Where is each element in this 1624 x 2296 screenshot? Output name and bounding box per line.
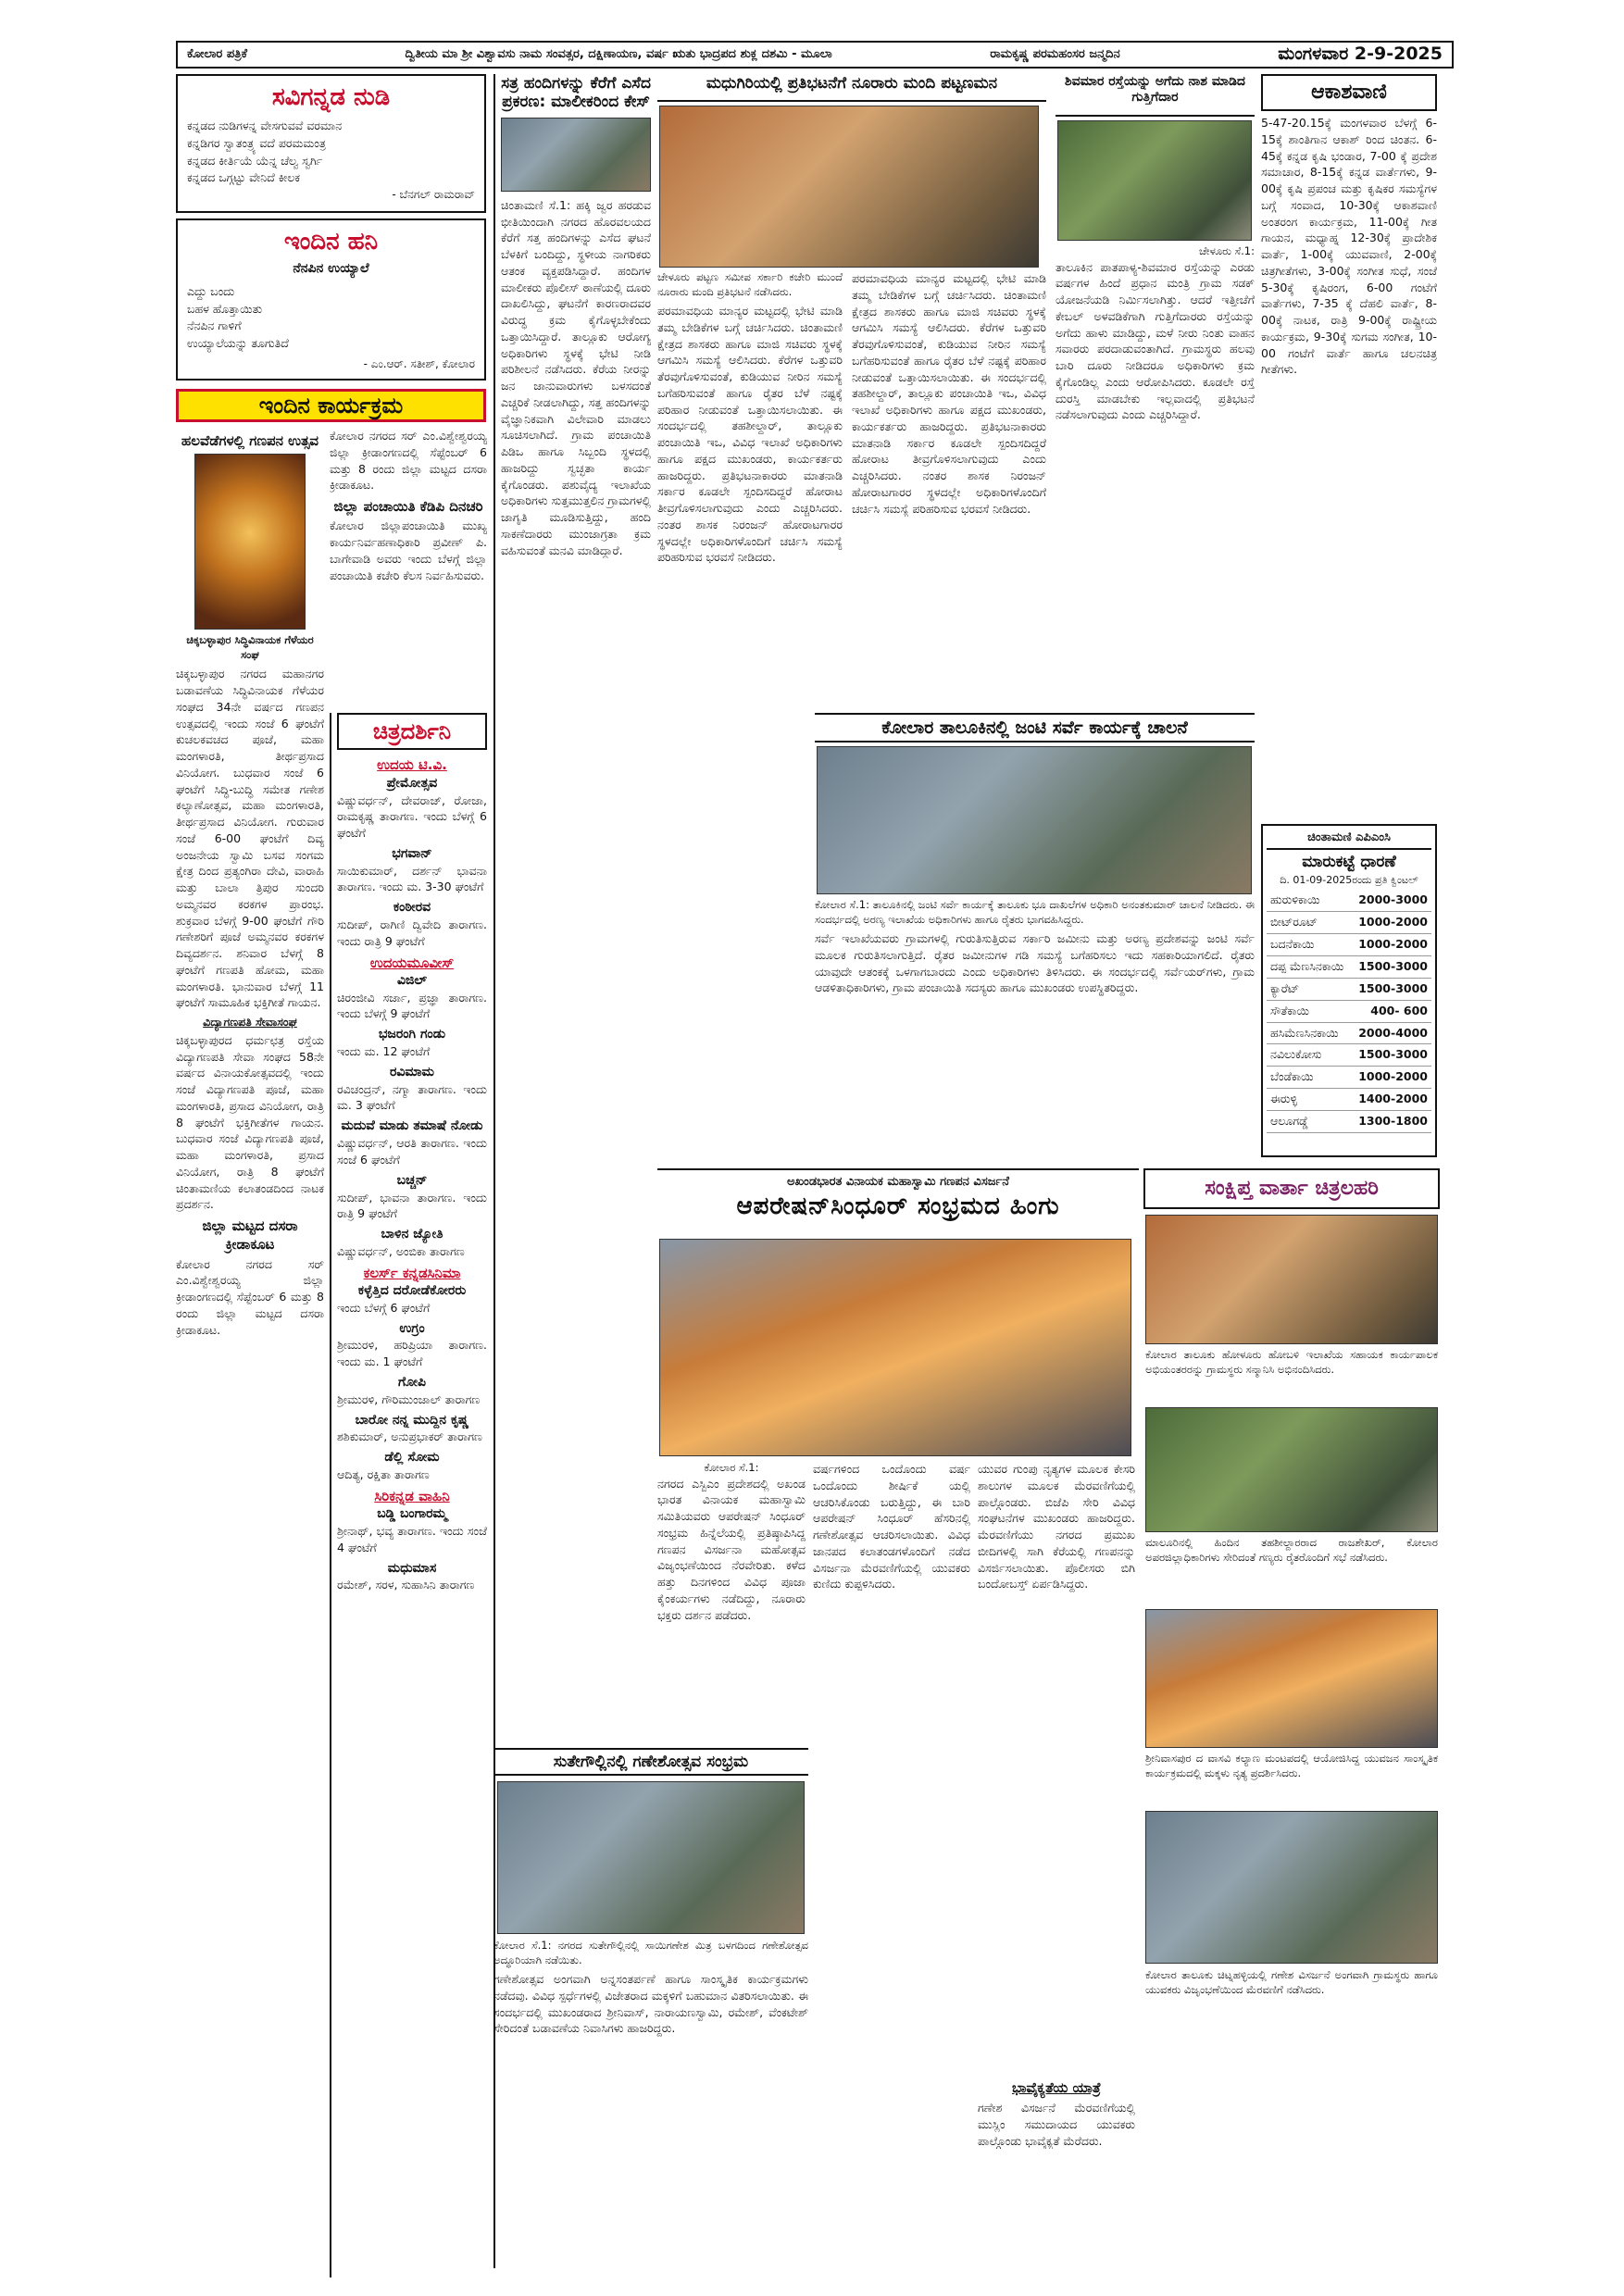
poem-line: ಕನ್ನಡದ ನುಡಿಗಳನ್ನ ವೇಸಗುವವೆ ವರಮಾನ [187,119,343,133]
poem-line: ಉಯ್ಯಾಲೆಯನ್ನು ತೂಗುತಿದೆ [187,336,289,351]
survey-body: ಸರ್ವೆ ಇಲಾಖೆಯವರು ಗ್ರಾಮಗಳಲ್ಲಿ ಗುರುತಿಸುತ್ತಿರುವ ಸರ್ಕಾರಿ ಜಮೀನು ಮತ್ತು ಅರಣ್ಯ ಪ್ರದೇಶವನ್ನು ಜಂಟಿ ಸರ್ವೆ ಮೂಲಕ ಗುರುತಿಸಲಾಗುತ್ತಿದೆ. ರೈತರ ಜಮೀನುಗಳ ಗಡಿ ಸಮಸ್ಯೆ ಬಗೆಹರಿಸಲು ಇದು ಸಹಕಾರಿಯಾಗಲಿದೆ. ರೈತರು ಯಾವುದೇ ಆತಂಕಕ್ಕೆ ಒಳಗಾಗಬಾರದು ಎಂದು ಅಧಿಕಾರಿಗಳು ತಿಳಿಸಿದರು. ಈ ಸಂದರ್ಭದಲ್ಲಿ ಸರ್ವೆಯರ್‌ಗಳು, ಗ್ರಾಮ ಆಡಳಿತಾಧಿಕಾರಿಗಳು, ಗ್ರಾಮ ಪಂಚಾಯಿತಿ ಸದಸ್ಯರು ಹಾಗೂ ಮುಖಂಡರು ಉಪಸ್ಥಿತರಿದ್ದರು. [815,931,1255,995]
market-price: 1000-2000 [1351,1067,1431,1089]
poem-line: ಕನ್ನಡದ ಒಗ್ಗಟ್ಟು ವೇನಿದೆ ಕೀಲಕ [187,170,300,185]
film-item [337,1282,487,1316]
film-desc: ರಮೇಶ್, ಸರಳ, ಸುಹಾಸಿನಿ ತಾರಾಗಣ [337,1578,475,1592]
market-item: ಸೌತೆಕಾಯಿ [1267,1000,1351,1022]
film-title: ಕಳ್ಳೆತ್ತಿದ ದರೋಡೆಕೋರರು [357,1282,467,1298]
film-title: ಭಗವಾನ್ [392,845,432,861]
shivamarga-headline: ಶಿವಮಾರ ರಸ್ತೆಯನ್ನು ಅಗೆದು ನಾಶ ಮಾಡಿದ ಗುತ್ತಿಗೆದಾರ [1065,74,1245,105]
survey-caption: ಕೋಲಾರ ಸೆ.1: ತಾಲೂಕಿನಲ್ಲಿ ಜಂಟಿ ಸರ್ವೆ ಕಾರ್ಯಕ್ಕೆ ತಾಲೂಕು ಭೂ ದಾಖಲೆಗಳ ಅಧಿಕಾರಿ ಅನಂತಕುಮಾರ್ ಚಾಲನೆ ನೀಡಿದರು. ಈ ಸಂದರ್ಭದಲ್ಲಿ ಅರಣ್ಯ ಇಲಾಖೆಯ ಅಧಿಕಾರಿಗಳು ಹಾಗೂ ರೈತರು ಭಾಗವಹಿಸಿದ್ದರು. [815,898,1255,926]
programs-body1: ಚಿಕ್ಕಬಳ್ಳಾಪುರ ನಗರದ ಮಹಾನಗರ ಬಡಾವಣೆಯ ಸಿದ್ಧಿವಿನಾಯಕ ಗೆಳೆಯರ ಸಂಘದ 34ನೇ ವರ್ಷದ ಗಣಪನ ಉತ್ಸವದಲ್ಲಿ ಇಂದು ಸಂಜೆ 6 ಘಂಟೆಗೆ ಕುಚಲಕವಚದ ಪೂಜೆ, ಮಹಾ ಮಂಗಳಾರತಿ, ತೀರ್ಥಪ್ರಸಾದ ವಿನಿಯೋಗ. ಬುಧವಾರ ಸಂಜೆ 6 ಘಂಟೆಗೆ ಸಿದ್ಧಿ-ಬುದ್ಧಿ ಸಮೇತ ಗಣೇಶ ಕಲ್ಯಾಣೋತ್ಸವ, ಮಹಾ ಮಂಗಳಾರತಿ, ತೀರ್ಥಪ್ರಸಾದ ವಿನಿಯೋಗ. ಗುರುವಾರ ಸಂಜೆ 6-00 ಘಂಟೆಗೆ ದಿವ್ಯ ಅಂಜನೇಯ ಸ್ವಾಮಿ ಬಸವ ಸಂಗಮ ಕ್ಷೇತ್ರ ದಿಂದ ಪ್ರತ್ಯಂಗಿರಾ ದೇವಿ, ವಾರಾಹಿ ಮತ್ತು ಬಾಲಾ ತ್ರಿಪುರ ಸುಂದರಿ ಅಮ್ಮನವರ ಕರಕಗಳ ಪ್ರಾರಂಭ. ಶುಕ್ರವಾರ ಬೆಳಗ್ಗೆ 9-00 ಘಂಟೆಗೆ ಗೌರಿ ಗಣೇಶರಿಗೆ ಪೂಜೆ ಅಮ್ಮನವರ ಕರಕಗಳ ದಿವ್ಯದರ್ಶನ. ಶನಿವಾರ ಬೆಳಗ್ಗೆ 8 ಘಂಟೆಗೆ ಗಣಪತಿ ಹೋಮ, ಮಹಾ ಮಂಗಳಾರತಿ. ಭಾನುವಾರ ಬೆಳಗ್ಗೆ 11 ಘಂಟೆಗೆ ಸಾಮೂಹಿಕ ಭಕ್ತಿಗೀತೆ ಗಾಯನ. [176,667,324,1010]
madhugiri-col2 [852,270,1046,741]
sankshipta-heading: ಸಂಕ್ಷಿಪ್ತ ವಾರ್ತಾ ಚಿತ್ರಲಹರಿ [1205,1177,1379,1201]
market-row [1267,1000,1431,1022]
operation-col3-text: ಯುವರ ಗುಂಪು ನೃತ್ಯಗಳ ಮೂಲಕ ಕೇಸರಿ ಶಾಲುಗಳ ಮೂಲಕ ಮೆರವಣಿಗೆಯಲ್ಲಿ ಪಾಲ್ಗೊಂಡರು. ಬಿಜೆಪಿ ಸೇರಿ ವಿವಿಧ ಸಂಘಟನೆಗಳ ಮುಖಂಡರು ಹಾಜರಿದ್ದರು. ಮೆರವಣಿಗೆಯು ನಗರದ ಪ್ರಮುಖ ಬೀದಿಗಳಲ್ಲಿ ಸಾಗಿ ಕೆರೆಯಲ್ಲಿ ಗಣಪನನ್ನು ವಿಸರ್ಜಿಸಲಾಯಿತು. ಪೊಲೀಸರು ಬಿಗಿ ಬಂದೋಬಸ್ತ್ ಏರ್ಪಡಿಸಿದ್ದರು. [978,1462,1135,1591]
film-desc: ವಿಷ್ಣುವರ್ಧನ್, ಆರತಿ ತಾರಾಗಣ. ಇಂದು ಸಂಜೆ 6 ಘಂಟೆಗೆ [337,1136,487,1167]
operation-headline: ಆಪರೇಷನ್‌ಸಿಂಧೂರ್ ಸಂಭ್ರಮದ ಹಿಂಗು [736,1192,1060,1220]
market-price: 1300-1800 [1351,1111,1431,1133]
bhavaikya-headline: ಭಾವೈಕ್ಯತೆಯ ಯಾತ್ರೆ [1011,2079,1102,2096]
chitradarshini-heading: ಚಿತ್ರದರ್ಶಿನಿ [337,713,487,750]
operation-col1 [657,1461,806,1739]
operation-col1-text: ನಗರದ ಎಸ್ಬಿಎಂ ಪ್ರದೇಶದಲ್ಲಿ ಅಖಂಡ ಭಾರತ ವಿನಾಯಕ ಮಹಾಸ್ವಾಮಿ ಸಮಿತಿಯವರು ಆಪರೇಷನ್ ಸಿಂಧೂರ್ ಸಂಭ್ರಮ ಹಿನ್ನೆಲೆಯಲ್ಲಿ ಪ್ರತಿಷ್ಠಾಪಿಸಿದ್ದ ಗಣಪನ ವಿಸರ್ಜನಾ ಮಹೋತ್ಸವ ವಿಜೃಂಭಣೆಯಿಂದ ನೆರವೇರಿತು. ಕಳೆದ ಹತ್ತು ದಿನಗಳಿಂದ ವಿವಿಧ ಪೂಜಾ ಕೈಂಕರ್ಯಗಳು ನಡೆದಿದ್ದು, ನೂರಾರು ಭಕ್ತರು ದರ್ಶನ ಪಡೆದರು. [657,1476,806,1622]
operation-col2 [813,1461,970,2257]
film-item [337,972,487,1022]
market-price: 1500-3000 [1351,1044,1431,1067]
bhavaikya-body: ಗಣೇಶ ವಿಸರ್ಜನೆ ಮೆರವಣಿಗೆಯಲ್ಲಿ ಮುಸ್ಲಿಂ ಸಮುದಾಯದ ಯುವಕರು ಪಾಲ್ಗೊಂಡು ಭಾವೈಕ್ಯತೆ ಮೆರೆದರು. [978,2101,1135,2148]
market-item: ಆಲೂಗಡ್ಡೆ [1267,1111,1351,1133]
film-item [337,1374,487,1408]
poem-line: ಬಹಳ ಹೊತ್ತಾಯಿತು [187,301,263,316]
akashavani-heading: ಆಕಾಶವಾಣಿ [1311,81,1387,105]
market-item: ಬೆಂಡೆಕಾಯಿ [1267,1067,1351,1089]
market-row [1267,912,1431,934]
market-price: 2000-4000 [1351,1022,1431,1044]
ganesha-idol-image [194,454,306,630]
film-item [337,1117,487,1167]
operation-photo [659,1239,1131,1456]
market-price: 400- 600 [1351,1000,1431,1022]
madhugiri-headline: ಮಧುಗಿರಿಯಲ್ಲಿ ಪ್ರತಿಭಟನೆಗೆ ನೂರಾರು ಮಂದಿ ಪಟ್ಟಣಮನ [706,74,998,93]
poem-line: ನೆನಪಿನ ಗಾಳಿಗೆ [187,318,242,333]
market-row [1267,1089,1431,1111]
programs-sub4: ಜಿಲ್ಲಾ ಪಂಚಾಯಿತಿ ಕೆಡಿಪಿ ದಿನಚರಿ [333,498,483,515]
programs-column-2 [330,428,487,705]
madhugiri-photo [659,106,1039,268]
dasara-text: ಕೋಲಾರ ನಗರದ ಸರ್ ಎಂ.ವಿಶ್ವೇಶ್ವರಯ್ಯ ಜಿಲ್ಲಾ ಕ್ರೀಡಾಂಗಣದಲ್ಲಿ ಸೆಪ್ಟೆಂಬರ್ 6 ಮತ್ತು 8 ರಂದು ಜಿಲ್ಲಾ ಮಟ್ಟದ ದಸರಾ ಕ್ರೀಡಾಕೂಟ. [330,429,487,493]
saviganna-poem [187,118,475,187]
saviganna-box [176,74,486,213]
film-item [337,1172,487,1222]
programs-sub1: ಹಲವೆಡೆಗಳಲ್ಲಿ ಗಣಪನ ಉತ್ಸವ [181,432,319,449]
film-desc: ಸುದೀಪ್, ಭಾವನಾ ತಾರಾಗಣ. ಇಂದು ರಾತ್ರಿ 9 ಘಂಟೆಗೆ [337,1190,487,1221]
film-desc: ಆದಿತ್ಯ, ರಕ್ಷಿತಾ ತಾರಾಗಣ [337,1467,430,1482]
sathra-body: ಚಿಂತಾಮಣಿ ಸೆ.1: ಹಕ್ಕಿ ಜ್ವರ ಹರಡುವ ಭೀತಿಯಿಂದಾಗಿ ನಗರದ ಹೊರವಲಯದ ಕೆರೆಗೆ ಸತ್ತ ಹಂದಿಗಳನ್ನು ಎಸೆದ ಘಟನೆ ಬೆಳಕಿಗೆ ಬಂದಿದ್ದು, ಸ್ಥಳೀಯ ನಾಗರಿಕರು ಆತಂಕ ವ್ಯಕ್ತಪಡಿಸಿದ್ದಾರೆ. ಹಂದಿಗಳ ಮಾಲೀಕರು ಪೊಲೀಸ್ ಠಾಣೆಯಲ್ಲಿ ದೂರು ದಾಖಲಿಸಿದ್ದು, ಘಟನೆಗೆ ಕಾರಣರಾದವರ ವಿರುದ್ಧ ಕ್ರಮ ಕೈಗೊಳ್ಳಬೇಕೆಂದು ಒತ್ತಾಯಿಸಿದ್ದಾರೆ. ತಾಲ್ಲೂಕು ಆರೋಗ್ಯ ಅಧಿಕಾರಿಗಳು ಸ್ಥಳಕ್ಕೆ ಭೇಟಿ ನೀಡಿ ಪರಿಶೀಲನೆ ನಡೆಸಿದರು. ಕೆರೆಯ ನೀರನ್ನು ಜನ ಜಾನುವಾರುಗಳು ಬಳಸದಂತೆ ಎಚ್ಚರಿಕೆ ನೀಡಲಾಗಿದ್ದು, ಸತ್ತ ಹಂದಿಗಳನ್ನು ವೈಜ್ಞಾನಿಕವಾಗಿ ವಿಲೇವಾರಿ ಮಾಡಲು ಸೂಚಿಸಲಾಗಿದೆ. ಗ್ರಾಮ ಪಂಚಾಯಿತಿ ಪಿಡಿಒ ಹಾಗೂ ಸಿಬ್ಬಂದಿ ಸ್ಥಳದಲ್ಲಿ ಹಾಜರಿದ್ದು ಸ್ವಚ್ಛತಾ ಕಾರ್ಯ ಕೈಗೊಂಡರು. ಪಶುವೈದ್ಯ ಇಲಾಖೆಯ ಅಧಿಕಾರಿಗಳು ಸುತ್ತಮುತ್ತಲಿನ ಗ್ರಾಮಗಳಲ್ಲಿ ಜಾಗೃತಿ ಮೂಡಿಸುತ್ತಿದ್ದು, ಹಂದಿ ಸಾಕಣೆದಾರರು ಮುಂಜಾಗ್ರತಾ ಕ್ರಮ ವಹಿಸುವಂತೆ ಮನವಿ ಮಾಡಿದ್ದಾರೆ. [501,197,651,557]
market-price: 1400-2000 [1351,1089,1431,1111]
indina-hani-heading: ಇಂದಿನ ಹನಿ [283,228,379,256]
sankshipta-heading-box [1143,1168,1440,1209]
market-item: ಕ್ಯಾರೆಟ್ [1267,978,1351,1000]
film-title: ಬಾರೋ ನನ್ನ ಮುದ್ದಿನ ಕೃಷ್ಣ [355,1412,469,1428]
film-title: ಬಡ್ಡಿ ಬಂಗಾರಮ್ಮ [377,1506,447,1522]
akashavani-body-wrap [1261,115,1437,818]
operation-kicker: ಅಖಂಡಭಾರತ ವಿನಾಯಕ ಮಹಾಸ್ವಾಮಿ ಗಣಪನ ವಿಸರ್ಜನೆ [787,1175,1009,1189]
market-item: ಹುರುಳಿಕಾಯಿ [1267,890,1351,911]
film-title: ರವಿಮಾಮ [389,1064,434,1079]
survey-text [815,898,1255,1167]
operation-headline-block [657,1168,1139,1233]
film-item [337,1026,487,1060]
film-title: ಬಚ್ಚನ್ [396,1172,428,1188]
hani-author: - ಎಂ.ಆರ್. ಸತೀಶ್, ಕೋಲಾರ [363,356,475,370]
market-item: ಬೀಟ್‌ರೂಟ್ [1267,912,1351,934]
film-title: ಉಗ್ರಂ [399,1320,425,1336]
akashavani-heading-box [1261,74,1437,111]
shivamarga-body-wrap [1056,244,1255,741]
programs-column-1 [176,428,324,2270]
market-price: 2000-3000 [1351,890,1431,911]
programs-sub3: ಜಿಲ್ಲಾ ಮಟ್ಟದ ದಸರಾ ಕ್ರೀಡಾಕೂಟ [202,1217,298,1254]
film-desc: ಸಾಯಿಕುಮಾರ್, ದರ್ಶನ್ ಭಾವನಾ ತಾರಾಗಣ. ಇಂದು ಮ. 3-30 ಘಂಟೆಗೆ [337,863,487,894]
shivamarga-caption: ಚೇಳೂರು ಸೆ.1: [1198,244,1255,257]
channel-udaya-movies: ಉದಯಮೂವೀಸ್ [369,954,455,971]
chitradarshini-column [330,713,487,2277]
akashavani-body: 5-47-20.15ಕ್ಕೆ ಮಂಗಳವಾರ ಬೆಳಗ್ಗೆ 6-15ಕ್ಕೆ ಶಾಂತಿಗಾನ ಆಕಾಶ್ ರಿಂದ ಚಿಂತನ. 6-45ಕ್ಕೆ ಕನ್ನಡ ಕೃಷಿ ಭಂಡಾರ, 7-00 ಕ್ಕೆ ಪ್ರದೇಶ ಸಮಾಚಾರ, 8-15ಕ್ಕೆ ಕನ್ನಡ ವಾರ್ತೆಗಳು, 9-00ಕ್ಕೆ ಕೃಷಿ ಪ್ರಪಂಚ ಮತ್ತು ಕೃಷಿಕರ ಸಮಸ್ಯೆಗಳ ಬಗ್ಗೆ ಸಂವಾದ, 10-30ಕ್ಕೆ ಆಕಾಶವಾಣಿ ಅಂತರಂಗ ಕಾರ್ಯಕ್ರಮ, 11-00ಕ್ಕೆ ಗೀತ ಗಾಯನ, ಮಧ್ಯಾಹ್ನ 12-30ಕ್ಕೆ ಪ್ರಾದೇಶಿಕ ವಾರ್ತೆ, 1-00ಕ್ಕೆ ಯುವವಾಣಿ, 2-00ಕ್ಕೆ ಚಿತ್ರಗೀತೆಗಳು, 3-00ಕ್ಕೆ ಸಂಗೀತ ಸುಧೆ, ಸಂಜೆ 5-30ಕ್ಕೆ ಕೃಷಿರಂಗ, 6-00 ಗಂಟೆಗೆ ವಾರ್ತೆಗಳು, 7-35 ಕ್ಕೆ ದೆಹಲಿ ವಾರ್ತೆ, 8-00ಕ್ಕೆ ನಾಟಕ, ರಾತ್ರಿ 9-00ಕ್ಕೆ ರಾಷ್ಟ್ರೀಯ ಕಾರ್ಯಕ್ರಮ, 9-30ಕ್ಕೆ ಸುಗಮ ಸಂಗೀತ, 10-00 ಗಂಟೆಗೆ ವಾರ್ತೆ ಹಾಗೂ ಚಲನಚಿತ್ರ ಗೀತೆಗಳು. [1261,116,1437,377]
film-title: ಮಧುಮಾಸ [387,1560,437,1576]
hani-title: ನೆನಪಿನ ಉಯ್ಯಾಲೆ [293,261,369,277]
brief-photo-2 [1145,1407,1438,1532]
survey-photo [817,746,1252,894]
market-prices-box [1261,824,1437,1157]
market-row [1267,934,1431,956]
brief-caption-4: ಕೋಲಾರ ತಾಲೂಕು ಚಿಟ್ನಹಳ್ಳಿಯಲ್ಲಿ ಗಣೇಶ ವಿಸರ್ಜನೆ ಅಂಗವಾಗಿ ಗ್ರಾಮಸ್ಥರು ಹಾಗೂ ಯುವಕರು ವಿಜೃಂಭಣೆಯಿಂದ ಮೆರವಣಿಗೆ ನಡೆಸಿದರು. [1145,1968,1438,1996]
channel-siri-kannada: ಸಿರಿಕನ್ನಡ ವಾಹಿನಿ [374,1487,450,1504]
film-title: ಡೆಲ್ಲಿ ಸೋಮ [384,1450,440,1466]
market-row [1267,1044,1431,1067]
film-desc: ಸುದೀಪ್, ರಾಗಿಣಿ ದ್ವಿವೇದಿ ತಾರಾಗಣ. ಇಂದು ರಾತ್ರಿ 9 ಘಂಟೆಗೆ [337,917,487,948]
film-item [337,899,487,949]
market-subheading: ಮಾರುಕಟ್ಟೆ ಧಾರಣೆ [1302,852,1396,871]
film-title: ಗೋಪಿ [397,1374,427,1390]
operation-caption: ಕೋಲಾರ ಸೆ.1: [704,1461,759,1474]
film-desc: ಶಶಿಕುಮಾರ್, ಅನುಪ್ರಭಾಕರ್ ತಾರಾಗಣ [337,1429,482,1444]
market-row [1267,890,1431,911]
film-item [337,845,487,895]
indina-hani-box [176,218,486,381]
film-title: ಭಜರಂಗಿ ಗಂಡು [378,1027,446,1042]
market-item: ಈರುಳ್ಳಿ [1267,1089,1351,1111]
programs-heading: ಇಂದಿನ ಕಾರ್ಯಕ್ರಮ [258,392,404,418]
survey-headline: ಕೋಲಾರ ತಾಲೂಕಿನಲ್ಲಿ ಜಂಟಿ ಸರ್ವೆ ಕಾರ್ಯಕ್ಕೆ ಚಾಲನೆ [881,718,1188,738]
programs-body2: ಚಿಕ್ಕಬಳ್ಳಾಪುರದ ಧರ್ಮಛತ್ರ ರಸ್ತೆಯ ವಿದ್ಯಾಗಣಪತಿ ಸೇವಾ ಸಂಘದ 58ನೇ ವರ್ಷದ ವಿನಾಯಕೋತ್ಸವದಲ್ಲಿ ಇಂದು ಸಂಜೆ ವಿದ್ಯಾಗಣಪತಿ ಪೂಜೆ, ಮಹಾ ಮಂಗಳಾರತಿ, ಪ್ರಸಾದ ವಿನಿಯೋಗ, ರಾತ್ರಿ 8 ಘಂಟೆಗೆ ಭಕ್ತಿಗೀತೆಗಳ ಗಾಯನ. ಬುಧವಾರ ಸಂಜೆ ವಿದ್ಯಾಗಣಪತಿ ಪೂಜೆ, ಮಹಾ ಮಂಗಳಾರತಿ, ಪ್ರಸಾದ ವಿನಿಯೋಗ, ರಾತ್ರಿ 8 ಘಂಟೆಗೆ ಚಿಂತಾಮಣಿಯ ಕಲಾತಂಡದಿಂದ ನಾಟಕ ಪ್ರದರ್ಶನ. [176,1032,324,1212]
sutteguttu-body: ಗಣೇಶೋತ್ಸವ ಅಂಗವಾಗಿ ಅನ್ನಸಂತರ್ಪಣೆ ಹಾಗೂ ಸಾಂಸ್ಕೃತಿಕ ಕಾರ್ಯಕ್ರಮಗಳು ನಡೆದವು. ವಿವಿಧ ಸ್ಪರ್ಧೆಗಳಲ್ಲಿ ವಿಜೇತರಾದ ಮಕ್ಕಳಿಗೆ ಬಹುಮಾನ ವಿತರಿಸಲಾಯಿತು. ಈ ಸಂದರ್ಭದಲ್ಲಿ ಮುಖಂಡರಾದ ಶ್ರೀನಿವಾಸ್, ನಾರಾಯಣಸ್ವಾಮಿ, ರಮೇಶ್, ವೆಂಕಟೇಶ್ ಸೇರಿದಂತೆ ಬಡಾವಣೆಯ ನಿವಾಸಿಗಳು ಹಾಜರಿದ್ದರು. [493,1972,808,2036]
film-desc: ಚಿರಂಜೀವಿ ಸರ್ಜಾ, ಪ್ರಜ್ಞಾ ತಾರಾಗಣ. ಇಂದು ಬೆಳಗ್ಗೆ 9 ಘಂಟೆಗೆ [337,990,487,1021]
film-item [337,775,487,842]
film-desc: ಶ್ರೀಮುರಳಿ, ಗೌರಿಮುಂಜಾಲ್ ತಾರಾಗಣ [337,1391,481,1406]
madhugiri-body-cont: ಪರಮಾವಧಿಯ ಮಾನ್ಯರ ಮಟ್ಟದಲ್ಲಿ ಭೇಟಿ ಮಾಡಿ ತಮ್ಮ ಬೇಡಿಕೆಗಳ ಬಗ್ಗೆ ಚರ್ಚಿಸಿದರು. ಚಿಂತಾಮಣಿ ಕ್ಷೇತ್ರದ ಶಾಸಕರು ಹಾಗೂ ಮಾಜಿ ಸಚಿವರು ಸ್ಥಳಕ್ಕೆ ಆಗಮಿಸಿ ಸಮಸ್ಯೆ ಆಲಿಸಿದರು. ಕೆರೆಗಳ ಒತ್ತುವರಿ ತೆರವುಗೊಳಿಸುವಂತೆ, ಕುಡಿಯುವ ನೀರಿನ ಸಮಸ್ಯೆ ಬಗೆಹರಿಸುವಂತೆ ಹಾಗೂ ರೈತರ ಬೆಳೆ ನಷ್ಟಕ್ಕೆ ಪರಿಹಾರ ನೀಡುವಂತೆ ಒತ್ತಾಯಿಸಲಾಯಿತು. ಈ ಸಂದರ್ಭದಲ್ಲಿ ತಹಶೀಲ್ದಾರ್, ತಾಲ್ಲೂಕು ಪಂಚಾಯಿತಿ ಇಒ, ವಿವಿಧ ಇಲಾಖೆ ಅಧಿಕಾರಿಗಳು ಹಾಗೂ ಪಕ್ಷದ ಮುಖಂಡರು, ಕಾರ್ಯಕರ್ತರು ಹಾಜರಿದ್ದರು. ಪ್ರತಿಭಟನಾಕಾರರು ಮಾತನಾಡಿ ಸರ್ಕಾರ ಕೂಡಲೇ ಸ್ಪಂದಿಸದಿದ್ದರೆ ಹೋರಾಟ ತೀವ್ರಗೊಳಿಸಲಾಗುವುದು ಎಂದು ಎಚ್ಚರಿಸಿದರು. ನಂತರ ಶಾಸಕ ನಿರಂಜನ್ ಹೋರಾಟಗಾರರ ಸ್ಥಳದಲ್ಲೇ ಅಧಿಕಾರಿಗಳೊಂದಿಗೆ ಚರ್ಚಿಸಿ ಸಮಸ್ಯೆ ಪರಿಹರಿಸುವ ಭರವಸೆ ನೀಡಿದರು. [852,271,1046,516]
market-price: 1500-3000 [1351,978,1431,1000]
madhugiri-col1 [657,270,843,741]
poem-line: ಕನ್ನಡದ ಕೀರ್ತಿಯೆ ಯೆನ್ನ ಚೆಲ್ವ ಸ್ವರ್ಗಿ [187,153,323,168]
market-price: 1000-2000 [1351,912,1431,934]
market-row [1267,1022,1431,1044]
tagline: ರಾಮಕೃಷ್ಣ ಪರಮಹಂಸರ ಜನ್ಮದಿನ [990,47,1120,62]
film-item [337,1449,487,1483]
shivamarga-photo [1057,120,1252,241]
saviganna-author: - ಬೆನಗಲ್ ರಾಮರಾವ್ [392,188,475,202]
market-price: 1000-2000 [1351,934,1431,956]
sutteguttu-headline: ಸುತೇಗೌಲ್ಲಿನಲ್ಲಿ ಗಣೇಶೋತ್ಸವ ಸಂಭ್ರಮ [553,1753,749,1771]
film-desc: ಶ್ರೀಮುರಳಿ, ಹರಿಪ್ರಿಯಾ ತಾರಾಗಣ. ಇಂದು ಮ. 1 ಘಂಟೆಗೆ [337,1338,487,1369]
film-item [337,1226,487,1260]
survey-headline-bar [815,713,1255,742]
film-item [337,1560,487,1594]
channel-colors-kannada-cinema: ಕಲರ್ಸ್ ಕನ್ನಡಸಿನಿಮಾ [363,1264,461,1281]
masthead [176,41,1454,69]
film-item [337,1505,487,1555]
film-item [337,1064,487,1114]
market-row [1267,1067,1431,1089]
brief-caption-3: ಶ್ರೀನಿವಾಸಪುರ ದ ವಾಸವಿ ಕಲ್ಯಾಣ ಮಂಟಪದಲ್ಲಿ ಆಯೋಜಿಸಿದ್ದ ಯುವಜನ ಸಾಂಸ್ಕೃತಿಕ ಕಾರ್ಯಕ್ರಮದಲ್ಲಿ ಮಕ್ಕಳು ನೃತ್ಯ ಪ್ರದರ್ಶಿಸಿದರು. [1145,1752,1438,1779]
madhugiri-caption: ಚೇಳೂರು ಪಟ್ಟಣ ಸಮೀಪ ಸರ್ಕಾರಿ ಕಚೇರಿ ಮುಂದೆ ನೂರಾರು ಮಂದಿ ಪ್ರತಿಭಟನೆ ನಡೆಸಿದರು. [657,270,843,298]
saviganna-heading: ಸವಿಗನ್ನಡ ನುಡಿ [271,83,391,111]
paper-name: ಕೋಲಾರ ಪತ್ರಿಕೆ [187,47,247,62]
brief-caption-2: ಮಾಲೂರಿನಲ್ಲಿ ಹಿಂದಿನ ತಹಶೀಲ್ದಾರರಾದ ರಾಜಶೇಖರ್, ಕೋಲಾರ ಅಪರಜಿಲ್ಲಾಧಿಕಾರಿಗಳು ಸೇರಿದಂತೆ ಗಣ್ಯರು ರೈತರೊಂದಿಗೆ ಸಭೆ ನಡೆಸಿದರು. [1145,1536,1438,1564]
brief-photo-4 [1145,1811,1438,1964]
market-item: ದಪ್ಪ ಮೆಣಸಿನಕಾಯಿ [1267,955,1351,978]
market-note: ದಿ. 01-09-2025ರಂದು ಪ್ರತಿ ಕ್ವಿಂಟಲ್ [1280,874,1418,887]
poem-line: ಕನ್ನಡಿಗರ ಸ್ವಾತಂತ್ರ್ಯ ವದೆ ಪರಮಮಂತ್ರ [187,135,326,150]
film-title: ಮದುವೆ ಮಾಡು ತಮಾಷೆ ನೋಡು [341,1118,483,1134]
idol-caption: ಚಿಕ್ಕಬಳ್ಳಾಪುರ ಸಿದ್ಧಿವಿನಾಯಕ ಗೆಳೆಯರ ಸಂಘ [186,633,314,661]
operation-col3 [978,1461,1135,2072]
film-desc: ರವಿಚಂದ್ರನ್, ನಗ್ಮಾ ತಾರಾಗಣ. ಇಂದು ಮ. 3 ಘಂಟೆಗೆ [337,1081,487,1113]
brief-photo-1 [1145,1215,1438,1344]
film-title: ಪ್ರೇಮೋತ್ಸವ [386,775,438,791]
market-item: ನವಿಲುಕೋಸು [1267,1044,1351,1067]
poem-line: ಎದ್ದು ಬಂದು [187,283,235,298]
market-row [1267,1111,1431,1133]
market-price: 1500-3000 [1351,955,1431,978]
film-title: ವಿಜಿಲ್ [396,972,428,988]
sutteguttu-caption: ಕೋಲಾರ ಸೆ.1: ನಗರದ ಸುತೇಗೌಲ್ಲಿನಲ್ಲಿ ಸಾಯಿಗಣೇಶ ಮಿತ್ರ ಬಳಗದಿಂದ ಗಣೇಶೋತ್ಸವ ಅದ್ಧೂರಿಯಾಗಿ ನಡೆಯಿತು. [493,1939,808,1966]
film-desc: ಶ್ರೀನಾಥ್, ಭವ್ಯ ತಾರಾಗಣ. ಇಂದು ಸಂಜೆ 4 ಘಂಟೆಗೆ [337,1524,487,1554]
film-desc: ಇಂದು ಮ. 12 ಘಂಟೆಗೆ [337,1044,431,1059]
shivamarga-body: ತಾಲೂಕಿನ ಪಾತಪಾಳ್ಯ-ಶಿವಮಾರ ರಸ್ತೆಯನ್ನು ಎರಡು ವರ್ಷಗಳ ಹಿಂದೆ ಪ್ರಧಾನ ಮಂತ್ರಿ ಗ್ರಾಮ ಸಡಕ್ ಯೋಜನೆಯಡಿ ನಿರ್ಮಿಸಲಾಗಿತ್ತು. ಆದರೆ ಇತ್ತೀಚೆಗೆ ಕೇಬಲ್ ಅಳವಡಿಕೆಗಾಗಿ ಗುತ್ತಿಗೆದಾರರು ರಸ್ತೆಯನ್ನು ಅಗೆದು ಹಾಳು ಮಾಡಿದ್ದು, ಮಳೆ ನೀರು ನಿಂತು ವಾಹನ ಸವಾರರು ಪರದಾಡುವಂತಾಗಿದೆ. ಗ್ರಾಮಸ್ಥರು ಹಲವು ಬಾರಿ ದೂರು ನೀಡಿದರೂ ಅಧಿಕಾರಿಗಳು ಕ್ರಮ ಕೈಗೊಂಡಿಲ್ಲ ಎಂದು ಆರೋಪಿಸಿದರು. ಕೂಡಲೇ ರಸ್ತೆ ದುರಸ್ತಿ ಮಾಡಬೇಕು ಇಲ್ಲವಾದಲ್ಲಿ ಪ್ರತಿಭಟನೆ ನಡೆಸಲಾಗುವುದು ಎಂದು ಎಚ್ಚರಿಸಿದ್ದಾರೆ. [1056,259,1255,422]
film-title: ಕಂಠೀರವ [393,900,431,916]
brief-caption-1: ಕೋಲಾರ ತಾಲೂಕು ಹೋಳೂರು ಹೋಬಳಿ ಇಲಾಖೆಯ ಸಹಾಯಕ ಕಾರ್ಯಪಾಲಕ ಅಭಿಯಂತರರನ್ನು ಗ್ರಾಮಸ್ಥರು ಸನ್ಮಾನಿಸಿ ಅಭಿನಂದಿಸಿದರು. [1145,1348,1438,1376]
market-row [1267,978,1431,1000]
film-title: ಬಾಳಿನ ಜ್ಯೋತಿ [381,1227,443,1242]
film-item [337,1320,487,1370]
film-desc: ಇಂದು ಬೆಳಗ್ಗೆ 6 ಘಂಟೆಗೆ [337,1300,431,1315]
film-desc: ವಿಷ್ಣುವರ್ಧನ್, ದೇವರಾಜ್, ರೋಜಾ, ರಾಮಕೃಷ್ಣ ತಾರಾಗಣ. ಇಂದು ಬೆಳಗ್ಗೆ 6 ಘಂಟೆಗೆ [337,792,487,841]
programs-body4: ಕೋಲಾರ ಜಿಲ್ಲಾಪಂಚಾಯಿತಿ ಮುಖ್ಯ ಕಾರ್ಯನಿರ್ವಹಣಾಧಿಕಾರಿ ಪ್ರವೀಣ್ ಪಿ. ಬಾಗೇವಾಡಿ ಅವರು ಇಂದು ಬೆಳಗ್ಗೆ ಜಿಲ್ಲಾ ಪಂಚಾಯಿತಿ ಕಚೇರಿ ಕೆಲಸ ನಿರ್ವಹಿಸುವರು. [330,518,487,582]
film-item [337,1412,487,1446]
programs-sub2: ವಿದ್ಯಾಗಣಪತಿ ಸೇವಾಸಂಘ [203,1015,297,1029]
madhugiri-headline-bar [657,74,1046,102]
bhavaikya-article [978,2079,1135,2265]
sathra-headline: ಸತ್ರ ಹಂದಿಗಳನ್ನು ಕೆರೆಗೆ ಎಸೆದ ಪ್ರಕರಣ: ಮಾಲೀಕರಿಂದ ಕೇಸ್ [501,74,651,112]
programs-heading-box [176,389,486,422]
market-item: ಹಸಿಮೆಣಸಿನಕಾಯಿ [1267,1022,1351,1044]
market-heading: ಚಿಂತಾಮಣಿ ಎಪಿಎಂಸಿ [1267,830,1431,850]
market-price-table [1267,890,1431,1133]
market-item: ಬದನೆಕಾಯಿ [1267,934,1351,956]
film-desc: ವಿಷ್ಣುವರ್ಧನ್, ಅಂಬಿಕಾ ತಾರಾಗಣ [337,1243,465,1258]
issue-date: ಮಂಗಳವಾರ 2-9-2025 [1278,44,1443,65]
programs-body3: ಕೋಲಾರ ನಗರದ ಸರ್ ಎಂ.ವಿಶ್ವೇಶ್ವರಯ್ಯ ಜಿಲ್ಲಾ ಕ್ರೀಡಾಂಗಣದಲ್ಲಿ ಸೆಪ್ಟೆಂಬರ್ 6 ಮತ್ತು 8 ರಂದು ಜಿಲ್ಲಾ ಮಟ್ಟದ ದಸರಾ ಕ್ರೀಡಾಕೂಟ. [176,1256,324,1337]
channel-udaya-tv: ಉದಯ ಟಿ.ವಿ. [377,756,447,774]
sutteguttu-text [493,1939,808,2272]
shivamarga-headline-bar [1056,74,1255,117]
operation-col2-text: ವರ್ಷಗಳಿಂದ ಒಂದೊಂದು ವರ್ಷ ಒಂದೊಂದು ಶೀರ್ಷಿಕೆ ಯಲ್ಲಿ ಆಚರಿಸಿಕೊಂಡು ಬರುತ್ತಿದ್ದು, ಈ ಬಾರಿ ಆಪರೇಷನ್ ಸಿಂಧೂರ್ ಹೆಸರಿನಲ್ಲಿ ಗಣೇಶೋತ್ಸವ ಆಚರಿಸಲಾಯಿತು. ವಿವಿಧ ಜಾನಪದ ಕಲಾತಂಡಗಳೊಂದಿಗೆ ನಡೆದ ವಿಸರ್ಜನಾ ಮೆರವಣಿಗೆಯಲ್ಲಿ ಯುವಕರು ಕುಣಿದು ಕುಪ್ಪಳಿಸಿದರು. [813,1462,970,1591]
madhugiri-body: ಪರಮಾವಧಿಯ ಮಾನ್ಯರ ಮಟ್ಟದಲ್ಲಿ ಭೇಟಿ ಮಾಡಿ ತಮ್ಮ ಬೇಡಿಕೆಗಳ ಬಗ್ಗೆ ಚರ್ಚಿಸಿದರು. ಚಿಂತಾಮಣಿ ಕ್ಷೇತ್ರದ ಶಾಸಕರು ಹಾಗೂ ಮಾಜಿ ಸಚಿವರು ಸ್ಥಳಕ್ಕೆ ಆಗಮಿಸಿ ಸಮಸ್ಯೆ ಆಲಿಸಿದರು. ಕೆರೆಗಳ ಒತ್ತುವರಿ ತೆರವುಗೊಳಿಸುವಂತೆ, ಕುಡಿಯುವ ನೀರಿನ ಸಮಸ್ಯೆ ಬಗೆಹರಿಸುವಂತೆ ಹಾಗೂ ರೈತರ ಬೆಳೆ ನಷ್ಟಕ್ಕೆ ಪರಿಹಾರ ನೀಡುವಂತೆ ಒತ್ತಾಯಿಸಲಾಯಿತು. ಈ ಸಂದರ್ಭದಲ್ಲಿ ತಹಶೀಲ್ದಾರ್, ತಾಲ್ಲೂಕು ಪಂಚಾಯಿತಿ ಇಒ, ವಿವಿಧ ಇಲಾಖೆ ಅಧಿಕಾರಿಗಳು ಹಾಗೂ ಪಕ್ಷದ ಮುಖಂಡರು, ಕಾರ್ಯಕರ್ತರು ಹಾಜರಿದ್ದರು. ಪ್ರತಿಭಟನಾಕಾರರು ಮಾತನಾಡಿ ಸರ್ಕಾರ ಕೂಡಲೇ ಸ್ಪಂದಿಸದಿದ್ದರೆ ಹೋರಾಟ ತೀವ್ರಗೊಳಿಸಲಾಗುವುದು ಎಂದು ಎಚ್ಚರಿಸಿದರು. ನಂತರ ಶಾಸಕ ನಿರಂಜನ್ ಹೋರಾಟಗಾರರ ಸ್ಥಳದಲ್ಲೇ ಅಧಿಕಾರಿಗಳೊಂದಿಗೆ ಚರ್ಚಿಸಿ ಸಮಸ್ಯೆ ಪರಿಹರಿಸುವ ಭರವಸೆ ನೀಡಿದರು. [657,304,843,565]
market-row [1267,955,1431,978]
brief-photo-3 [1145,1609,1438,1748]
sathra-photo [501,118,651,192]
sutteguttu-headline-bar [493,1748,808,1776]
sutteguttu-photo [497,1781,805,1934]
hani-poem [187,283,475,353]
dateline: ದ್ವಿತೀಯ ಮಾ ಶ್ರೀ ವಿಶ್ವಾವಸು ನಾಮ ಸಂವತ್ಸರ, ದಕ್ಷಿಣಾಯಣ, ವರ್ಷ ಋತು ಭಾದ್ರಪದ ಶುಕ್ಲ ದಶಮಿ - ಮೂಲಾ [405,47,832,62]
